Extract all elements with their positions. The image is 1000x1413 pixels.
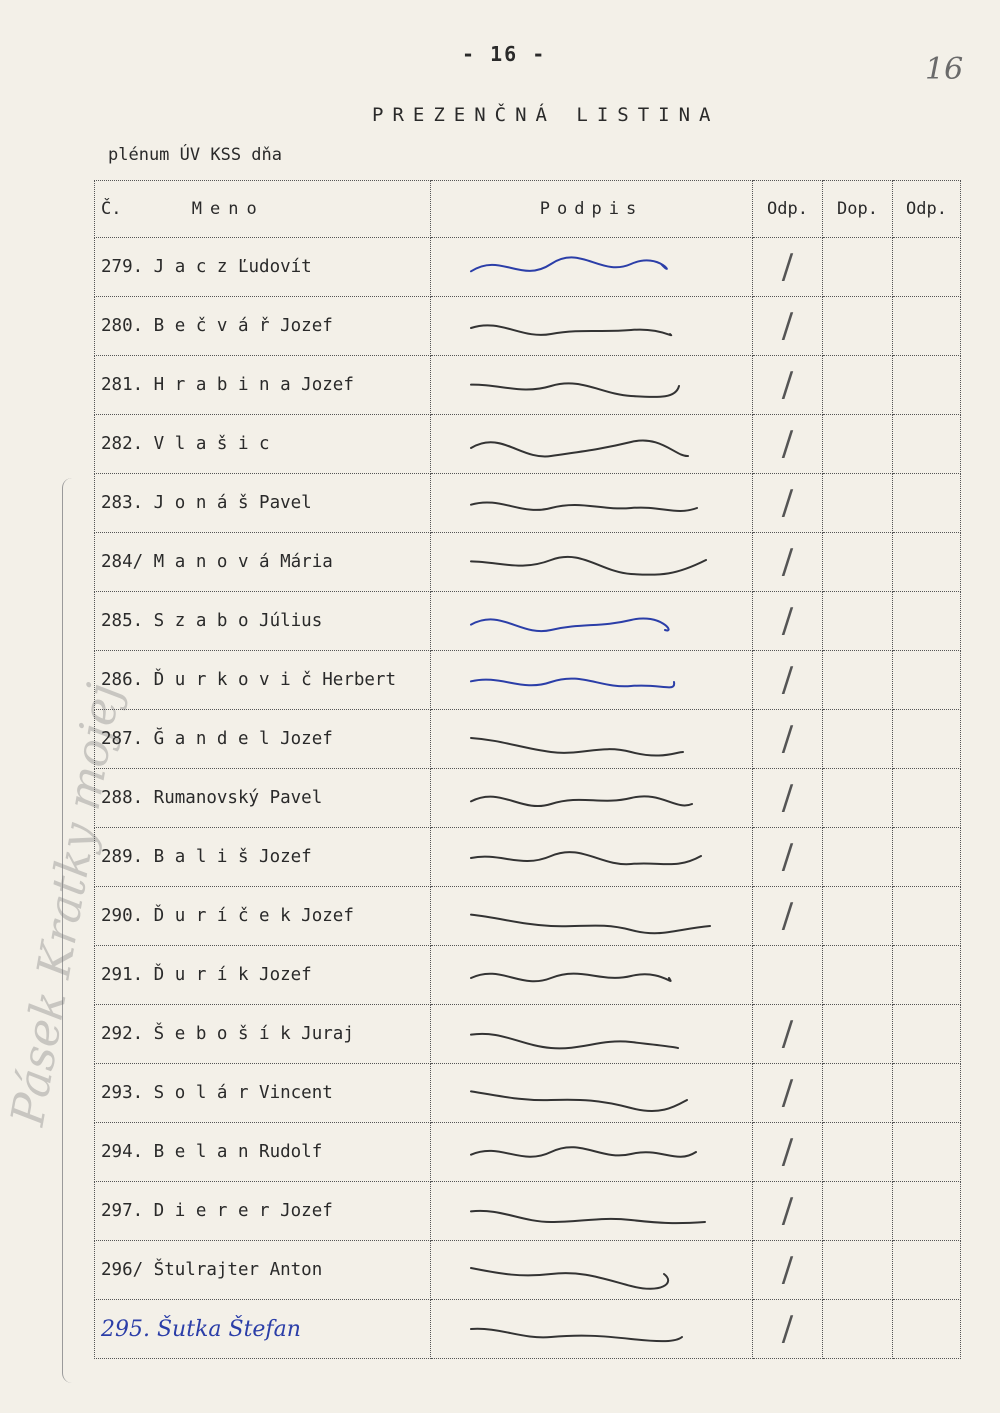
signature-scribble (461, 598, 721, 646)
signature-cell (431, 592, 753, 651)
signature-cell (431, 1005, 753, 1064)
dop-cell (823, 238, 893, 297)
signature-scribble (461, 834, 721, 882)
odp-2-cell (893, 238, 961, 297)
signature-scribble (461, 539, 721, 587)
odp-2-cell (893, 887, 961, 946)
signature-scribble (461, 1011, 721, 1059)
odp-mark: / (753, 1241, 823, 1300)
table-row (95, 946, 961, 1005)
dop-cell (823, 415, 893, 474)
signature-scribble (461, 303, 721, 351)
odp-mark: / (753, 356, 823, 415)
odp-mark: / (753, 238, 823, 297)
signature-scribble (461, 1247, 721, 1295)
member-name-handwritten: 295. Šutka Štefan (95, 1300, 431, 1359)
odp-2-cell (893, 474, 961, 533)
signature-cell (431, 1300, 753, 1359)
member-name: 282. V l a š i c (95, 415, 431, 474)
signature-cell (431, 1241, 753, 1300)
corner-page-note: 16 (925, 52, 964, 87)
table-row (95, 533, 961, 592)
odp-mark: / (753, 474, 823, 533)
member-name: 285. S z a b o Július (95, 592, 431, 651)
table-row (95, 415, 961, 474)
signature-cell (431, 533, 753, 592)
table-row (95, 592, 961, 651)
member-name: 286. Ď u r k o v i č Herbert (95, 651, 431, 710)
header-cislo: Č. (101, 199, 122, 219)
member-name: 291. Ď u r í k Jozef (95, 946, 431, 1005)
table-row (95, 356, 961, 415)
odp-mark (753, 946, 823, 1005)
dop-cell (823, 1241, 893, 1300)
odp-mark: / (753, 533, 823, 592)
dop-cell (823, 946, 893, 1005)
dop-cell (823, 356, 893, 415)
odp-mark: / (753, 1005, 823, 1064)
signature-cell (431, 415, 753, 474)
table-row (95, 710, 961, 769)
signature-scribble (461, 1070, 721, 1118)
odp-2-cell (893, 1123, 961, 1182)
member-name: 288. Rumanovský Pavel (95, 769, 431, 828)
odp-2-cell (893, 769, 961, 828)
signature-cell (431, 1123, 753, 1182)
dop-cell (823, 710, 893, 769)
margin-handwritten-note: Pásek Kratky mojej (0, 679, 131, 1130)
odp-mark: / (753, 297, 823, 356)
header-odp-1: Odp. (753, 181, 823, 238)
signature-scribble (461, 775, 721, 823)
member-name: 289. B a l i š Jozef (95, 828, 431, 887)
member-name: 290. Ď u r í č e k Jozef (95, 887, 431, 946)
odp-2-cell (893, 415, 961, 474)
signature-cell (431, 651, 753, 710)
table-row (95, 1241, 961, 1300)
header-podpis: Podpis (431, 181, 753, 238)
document-subtitle: plénum ÚV KSS dňa (108, 145, 282, 165)
odp-mark: / (753, 887, 823, 946)
signature-cell (431, 297, 753, 356)
odp-mark: / (753, 415, 823, 474)
signature-cell (431, 474, 753, 533)
signature-scribble (461, 1129, 721, 1177)
dop-cell (823, 297, 893, 356)
member-name: 280. B e č v á ř Jozef (95, 297, 431, 356)
odp-mark: / (753, 1182, 823, 1241)
signature-cell (431, 356, 753, 415)
odp-mark: / (753, 592, 823, 651)
header-odp-2: Odp. (893, 181, 961, 238)
odp-2-cell (893, 651, 961, 710)
dop-cell (823, 1300, 893, 1359)
table-row (95, 238, 961, 297)
table-header-row (95, 181, 961, 238)
attendance-table (94, 180, 961, 1359)
member-name: 297. D i e r e r Jozef (95, 1182, 431, 1241)
document-title: PREZENČNÁ LISTINA (372, 104, 720, 126)
odp-2-cell (893, 710, 961, 769)
odp-2-cell (893, 828, 961, 887)
member-name: 293. S o l á r Vincent (95, 1064, 431, 1123)
odp-mark: / (753, 1300, 823, 1359)
member-name: 281. H r a b i n a Jozef (95, 356, 431, 415)
signature-cell (431, 769, 753, 828)
dop-cell (823, 887, 893, 946)
member-name: 287. Ğ a n d e l Jozef (95, 710, 431, 769)
odp-2-cell (893, 356, 961, 415)
dop-cell (823, 1182, 893, 1241)
table-row (95, 1182, 961, 1241)
signature-cell (431, 238, 753, 297)
odp-2-cell (893, 1064, 961, 1123)
signature-cell (431, 887, 753, 946)
signature-scribble (461, 1306, 721, 1354)
table-row-handwritten (95, 1300, 961, 1359)
dop-cell (823, 474, 893, 533)
table-row (95, 769, 961, 828)
odp-mark: / (753, 1123, 823, 1182)
signature-scribble (461, 362, 721, 410)
member-name: 292. Š e b o š í k Juraj (95, 1005, 431, 1064)
dop-cell (823, 651, 893, 710)
odp-2-cell (893, 946, 961, 1005)
odp-2-cell (893, 533, 961, 592)
table-row (95, 297, 961, 356)
signature-cell (431, 828, 753, 887)
signature-scribble (461, 893, 721, 941)
dop-cell (823, 1123, 893, 1182)
header-meno (95, 181, 431, 238)
signature-cell (431, 710, 753, 769)
table-row (95, 887, 961, 946)
dop-cell (823, 533, 893, 592)
odp-2-cell (893, 1300, 961, 1359)
member-name: 279. J a c z Ľudovít (95, 238, 431, 297)
odp-mark: / (753, 769, 823, 828)
odp-mark: / (753, 651, 823, 710)
member-name: 283. J o n á š Pavel (95, 474, 431, 533)
table-row (95, 828, 961, 887)
odp-2-cell (893, 1182, 961, 1241)
dop-cell (823, 828, 893, 887)
signature-scribble (461, 421, 721, 469)
signature-cell (431, 1064, 753, 1123)
dop-cell (823, 1064, 893, 1123)
odp-mark: / (753, 1064, 823, 1123)
signature-scribble (461, 657, 721, 705)
odp-mark: / (753, 828, 823, 887)
dop-cell (823, 1005, 893, 1064)
header-meno-label: Meno (191, 199, 265, 219)
odp-2-cell (893, 1241, 961, 1300)
table-row (95, 1005, 961, 1064)
odp-2-cell (893, 297, 961, 356)
member-name: 284/ M a n o v á Mária (95, 533, 431, 592)
signature-cell (431, 946, 753, 1005)
signature-cell (431, 1182, 753, 1241)
signature-scribble (461, 480, 721, 528)
signature-scribble (461, 1188, 721, 1236)
signature-scribble (461, 952, 721, 1000)
dop-cell (823, 769, 893, 828)
dop-cell (823, 592, 893, 651)
table-row (95, 651, 961, 710)
page-number: - 16 - (462, 42, 547, 66)
odp-mark: / (753, 710, 823, 769)
signature-scribble (461, 716, 721, 764)
header-dop: Dop. (823, 181, 893, 238)
table-row (95, 1123, 961, 1182)
table-row (95, 474, 961, 533)
table-body (95, 238, 961, 1359)
odp-2-cell (893, 1005, 961, 1064)
signature-scribble (461, 244, 721, 292)
member-name: 294. B e l a n Rudolf (95, 1123, 431, 1182)
member-name: 296/ Štulrajter Anton (95, 1241, 431, 1300)
odp-2-cell (893, 592, 961, 651)
table-row (95, 1064, 961, 1123)
